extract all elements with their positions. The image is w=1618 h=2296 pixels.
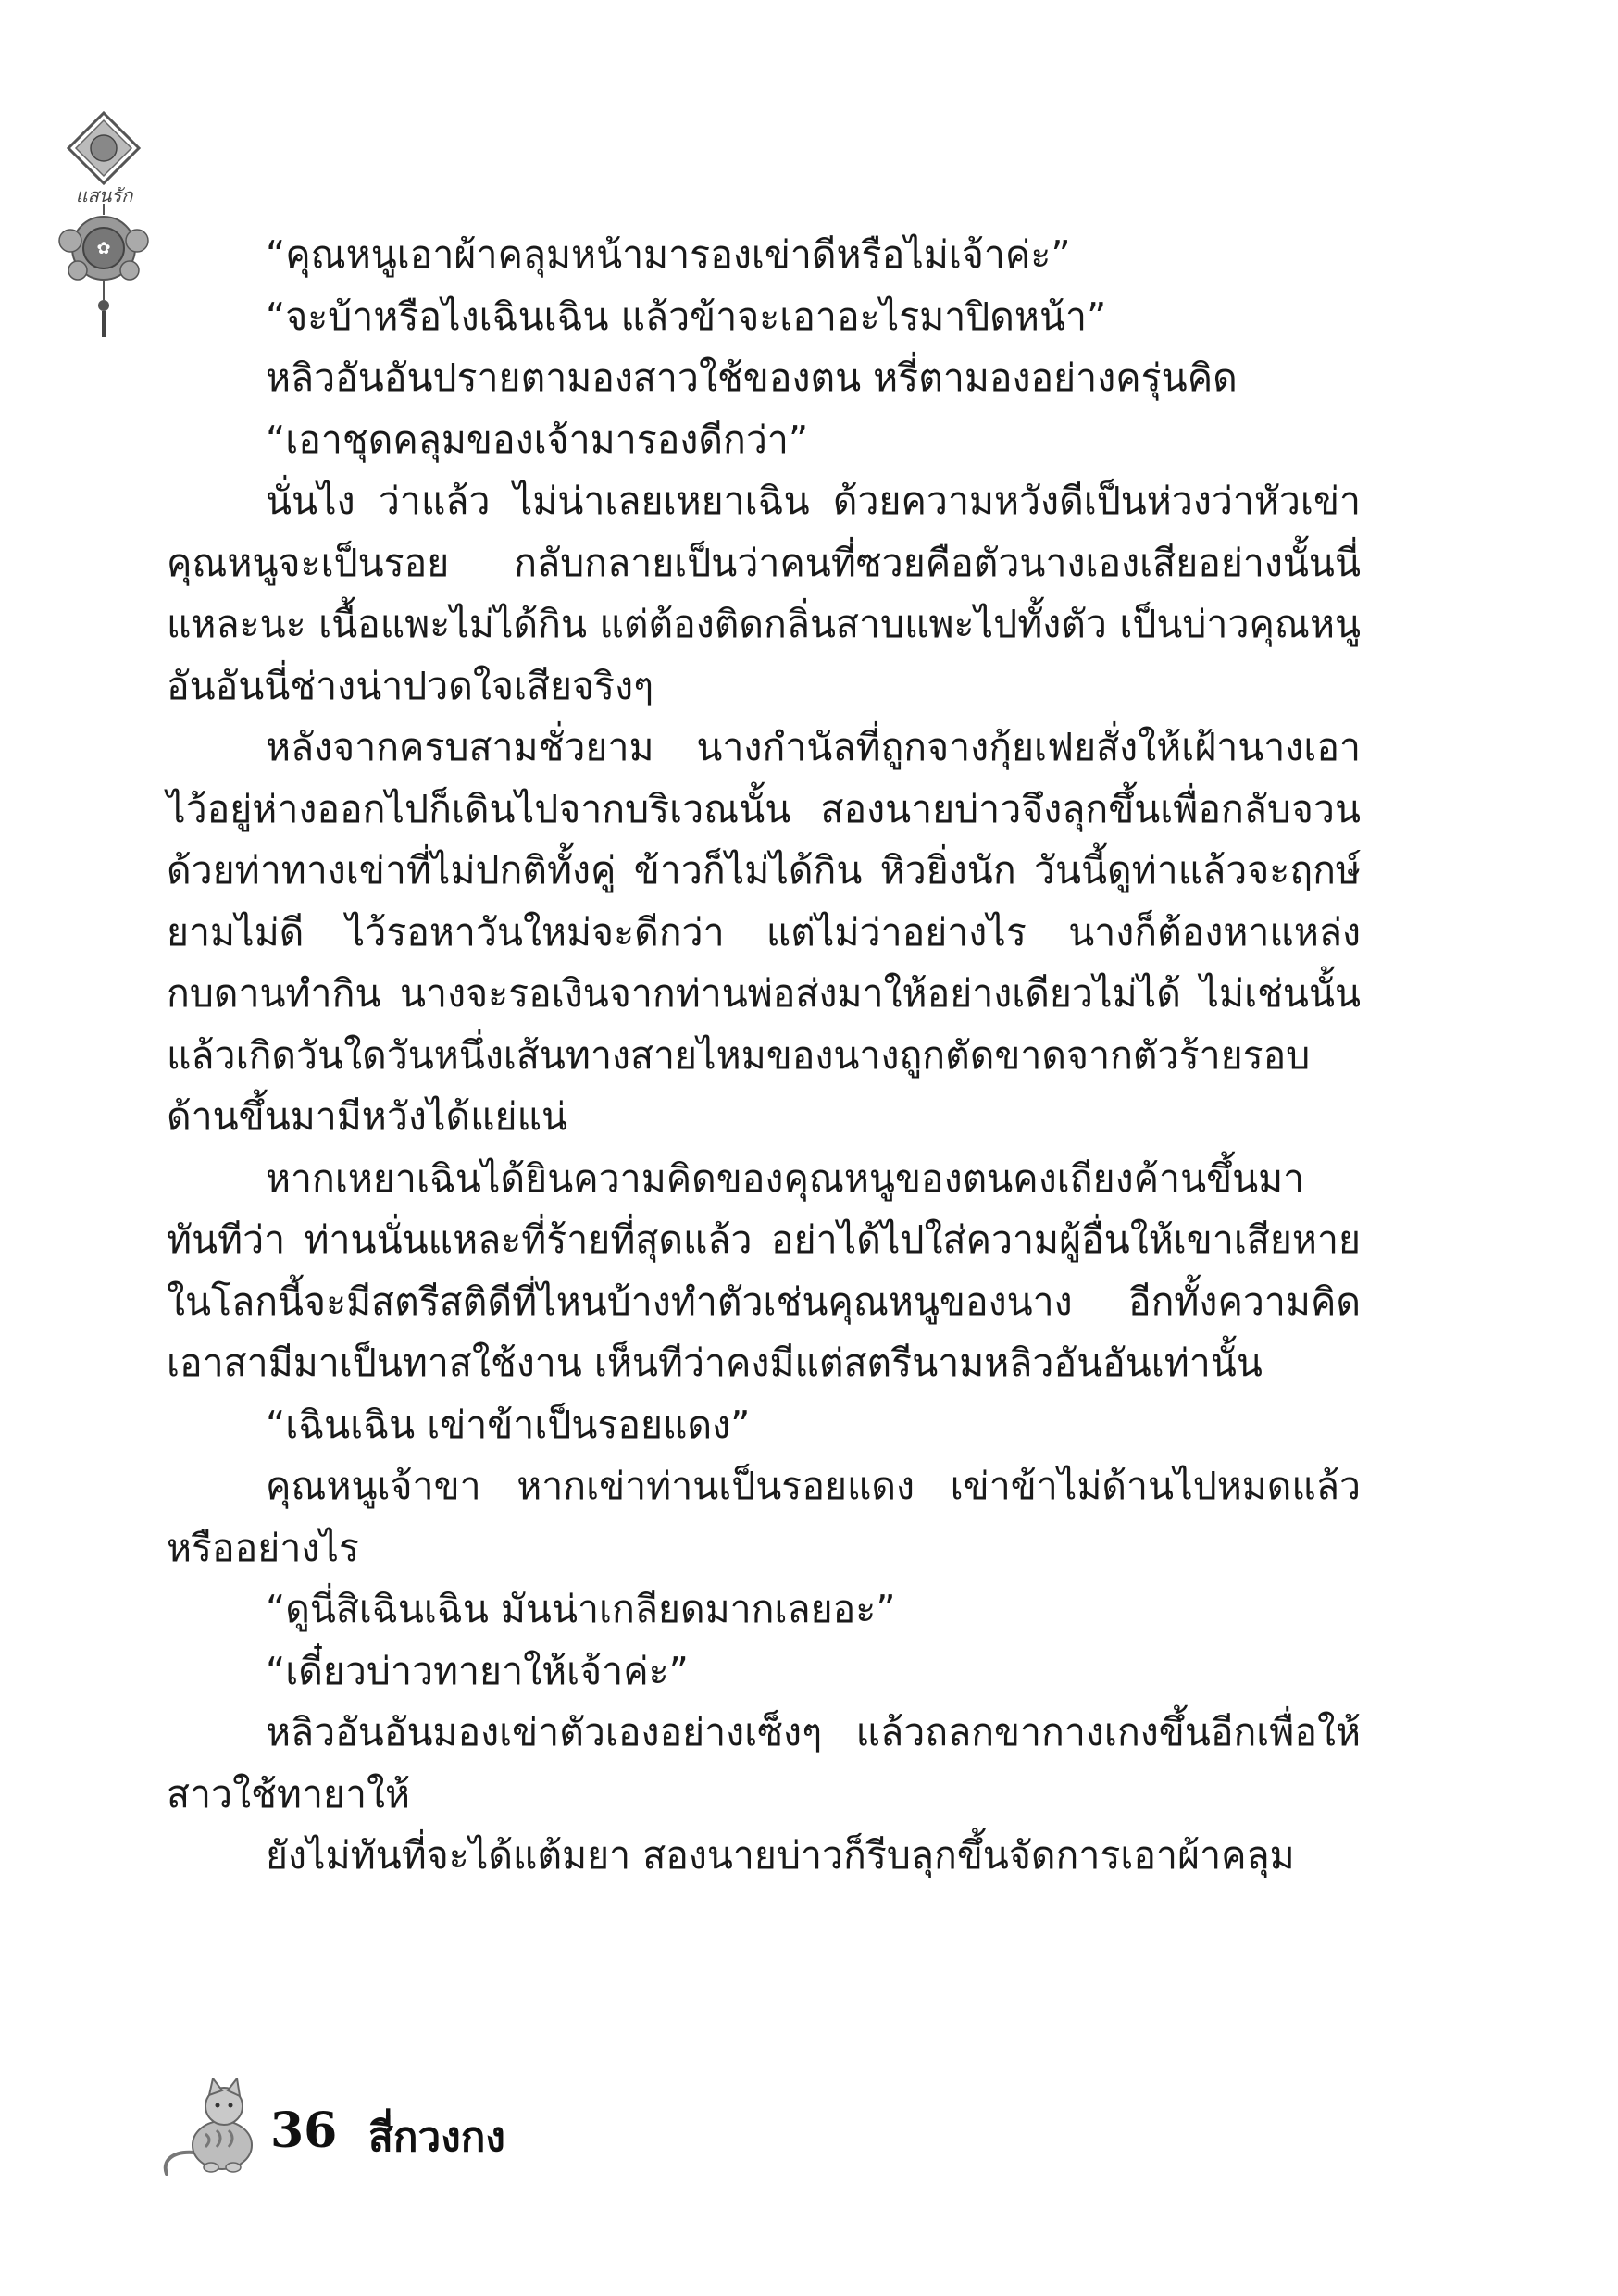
paragraph: “ดูนี่สิเฉินเฉิน มันน่าเกลียดมากเลยอะ” (266, 1587, 896, 1631)
paragraph: “จะบ้าหรือไงเฉินเฉิน แล้วข้าจะเอาอะไรมาปิดหน้า” (266, 293, 1107, 339)
paragraph: คุณหนูเจ้าขา หากเข่าท่านเป็นรอยแดง เข่าข้าไม่ด้านไปหมดแล้วหรืออย่างไร (167, 1464, 1361, 1570)
page-number: 36 (270, 2103, 338, 2159)
paragraph: “เอาชุดคลุมของเจ้ามารองดีกว่า” (266, 417, 809, 462)
paragraph: หลิวอันอันปรายตามองสาวใช้ของตน หรี่ตามองอย่างครุ่นคิด (266, 356, 1238, 400)
paragraph: หากเหยาเฉินได้ยินความคิดของคุณหนูของตนคงเถียงค้านขึ้นมาทันทีว่า ท่านนั่นแหละที่ร้ายที่สุดแล้ว อย่าได้ไปใส่ความผู้อื่นให้เขาเสียหาย ในโลกนี้จะมีสตรีสติดีที่ไหนบ้างทำตัวเช่นคุณหนูของนาง อีกทั้งความคิดเอาสามีมาเป็นทาสใช้งาน เห็นทีว่าคงมีแต่สตรีนามหลิวอันอันเท่านั้น (167, 1155, 1361, 1385)
ornament-icon (46, 111, 162, 343)
paragraph: หลิวอันอันมองเข่าตัวเองอย่างเซ็งๆ แล้วถลกขากางเกงขึ้นอีกเพื่อให้สาวใช้ทายาให้ (167, 1710, 1361, 1816)
paragraph: ยังไม่ทันที่จะได้แต้มยา สองนายบ่าวก็รีบลุกขึ้นจัดการเอาผ้าคลุม (266, 1833, 1295, 1878)
cat-icon (157, 2078, 268, 2176)
book-title: สี่กวงกง (368, 2114, 505, 2161)
ornament-label: แสนรัก (75, 184, 133, 206)
paragraph: “เฉินเฉิน เข่าข้าเป็นรอยแดง” (266, 1402, 751, 1447)
page-footer (157, 2078, 713, 2180)
chapter-ornament (46, 111, 162, 343)
paragraph: “เดี๋ยวบ่าวทายาให้เจ้าค่ะ” (266, 1648, 689, 1693)
paragraph: “คุณหนูเอาผ้าคลุมหน้ามารองเข่าดีหรือไม่เจ้าค่ะ” (266, 232, 1071, 277)
paragraph: นั่นไง ว่าแล้ว ไม่น่าเลยเหยาเฉิน ด้วยความหวังดีเป็นห่วงว่าหัวเข่าคุณหนูจะเป็นรอย กลับกลายเป็นว่าคนที่ซวยคือตัวนางเองเสียอย่างนั้นนี่แหละนะ เนื้อแพะไม่ได้กิน แต่ต้องติดกลิ่นสาบแพะไปทั้งตัว เป็นบ่าวคุณหนูอันอันนี่ช่างน่าปวดใจเสียจริงๆ (167, 479, 1361, 708)
body-text (167, 224, 1361, 1887)
svg-text:✿: ✿ (96, 239, 111, 258)
paragraph: หลังจากครบสามชั่วยาม นางกำนัลที่ถูกจางกุ้ยเฟยสั่งให้เฝ้านางเอาไว้อยู่ห่างออกไปก็เดินไปจากบริเวณนั้น สองนายบ่าวจึงลุกขึ้นเพื่อกลับจวนด้วยท่าทางเข่าที่ไม่ปกติทั้งคู่ ข้าวก็ไม่ได้กิน หิวยิ่งนัก วันนี้ดูท่าแล้วจะฤกษ์ยามไม่ดี ไว้รอหาวันใหม่จะดีกว่า แต่ไม่ว่าอย่างไร นางก็ต้องหาแหล่งกบดานทำกิน นางจะรอเงินจากท่านพ่อส่งมาให้อย่างเดียวไม่ได้ ไม่เช่นนั้นแล้วเกิดวันใดวันหนึ่งเส้นทางสายไหมของนางถูกตัดขาดจากตัวร้ายรอบด้านขึ้นมามีหวังได้แย่แน่ (167, 725, 1361, 1139)
